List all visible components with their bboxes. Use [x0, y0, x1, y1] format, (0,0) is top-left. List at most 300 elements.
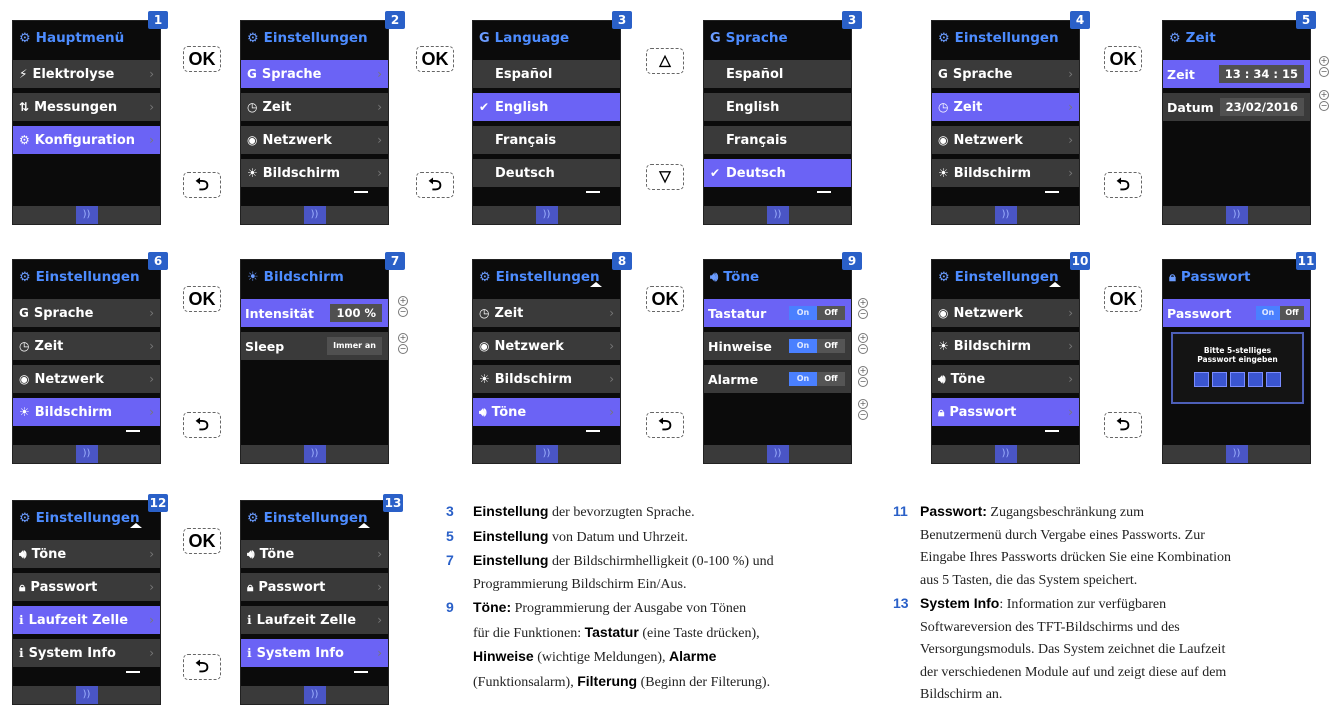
menu-label: Bildschirm: [953, 338, 1032, 354]
settings-icon: ⚙: [479, 269, 491, 285]
on-off-toggle[interactable]: [1256, 306, 1304, 320]
info-icon: ℹ: [19, 613, 24, 627]
lang-option-espanol[interactable]: [704, 60, 851, 88]
time-label: Zeit: [1167, 66, 1195, 82]
on-off-toggle[interactable]: [789, 372, 845, 386]
desc-text: Programmierung der Ausgabe von Tönen: [511, 601, 747, 616]
chevron-right-icon: ›: [1068, 100, 1073, 114]
brightness-icon: ☀: [938, 339, 949, 353]
title-text: Töne: [723, 269, 760, 285]
menu-item-bildschirm[interactable]: [932, 159, 1079, 187]
screen-title: [704, 260, 851, 294]
menu-label: Laufzeit Zelle: [256, 612, 357, 628]
screen-einstellungen: [931, 259, 1080, 464]
screen-title: [704, 21, 851, 55]
lang-option-english[interactable]: [704, 93, 851, 121]
sleep-row[interactable]: [241, 332, 388, 360]
step-badge: 3: [612, 11, 632, 29]
on-off-toggle[interactable]: [789, 339, 845, 353]
screen-title: [1163, 260, 1310, 294]
menu-item-bildschirm[interactable]: [13, 398, 160, 426]
screen-language: [472, 20, 621, 225]
digit-slot: [1248, 372, 1263, 387]
screen-sprache: [703, 20, 852, 225]
menu-item-bildschirm[interactable]: [932, 332, 1079, 360]
desc-text: (Beginn der Filterung).: [637, 674, 771, 690]
screen-bildschirm: [240, 259, 389, 464]
menu-label: Bildschirm: [34, 404, 113, 420]
chevron-right-icon: ›: [377, 646, 382, 660]
password-digit-slots: [1173, 372, 1302, 387]
network-icon: ◉: [938, 133, 949, 147]
row-label: Tastatur: [708, 305, 767, 321]
chevron-right-icon: ›: [609, 339, 614, 353]
clock-icon: ◷: [247, 100, 258, 114]
measurements-icon: ⇅: [19, 100, 30, 114]
desc-text: der Bildschirmhelligkeit (0-100 %) und: [548, 554, 774, 569]
menu-label: Netzwerk: [953, 132, 1023, 148]
plus-minus-icon: + −: [399, 333, 407, 353]
menu-label: System Info: [256, 645, 344, 661]
menu-item-netzwerk[interactable]: [473, 332, 620, 360]
status-bar: [13, 206, 160, 224]
settings-icon: ⚙: [247, 510, 259, 526]
clock-icon: ◷: [479, 306, 490, 320]
plus-minus-icon: + −: [859, 399, 867, 419]
scroll-up-indicator: [590, 282, 602, 287]
menu-item-netzwerk[interactable]: [932, 126, 1079, 154]
screen-title: [932, 21, 1079, 55]
chevron-right-icon: ›: [609, 306, 614, 320]
menu-item-sprache[interactable]: [13, 299, 160, 327]
screen-toene: [703, 259, 852, 464]
desc-number: 9: [446, 599, 454, 615]
menu-label: Bildschirm: [262, 165, 341, 181]
prompt-line-2: Passwort eingeben: [1197, 355, 1278, 364]
menu-item-system-info[interactable]: [241, 639, 388, 667]
step-badge: 4: [1070, 11, 1090, 29]
down-button[interactable]: ▽: [646, 164, 684, 190]
menu-label: Français: [726, 132, 788, 148]
scroll-down-indicator: [817, 191, 831, 193]
status-bar: [704, 206, 851, 224]
chevron-right-icon: ›: [1068, 133, 1073, 147]
screen-title: [13, 260, 160, 294]
menu-label: Töne: [31, 546, 67, 562]
chevron-right-icon: ›: [149, 613, 154, 627]
chevron-right-icon: ›: [1068, 166, 1073, 180]
menu-item-elektrolyse[interactable]: [13, 60, 160, 88]
desc-bold: Töne:: [473, 599, 512, 615]
desc-text: für die Funktionen:: [473, 625, 585, 641]
back-button[interactable]: ⮌: [416, 172, 454, 198]
time-row[interactable]: [1163, 60, 1310, 88]
language-icon: G: [19, 306, 29, 320]
speaker-icon: 🔊︎: [938, 371, 946, 386]
menu-label: Zeit: [494, 305, 524, 321]
wifi-icon: )): [767, 206, 789, 224]
wifi-icon: )): [995, 445, 1017, 463]
network-icon: ◉: [938, 306, 949, 320]
menu-item-messungen[interactable]: [13, 93, 160, 121]
info-icon: ℹ: [247, 613, 252, 627]
screen-hauptmenu: [12, 20, 161, 225]
menu-label: Deutsch: [726, 165, 786, 181]
toggle-on: On: [1256, 306, 1280, 320]
chevron-right-icon: ›: [1068, 67, 1073, 81]
lang-option-deutsch[interactable]: [704, 159, 851, 187]
menu-item-toene[interactable]: [241, 540, 388, 568]
desc-line: [446, 596, 866, 621]
menu-item-bildschirm[interactable]: [473, 365, 620, 393]
desc-number: 13: [893, 595, 909, 611]
menu-label: Deutsch: [495, 165, 555, 181]
title-text: Bildschirm: [263, 269, 344, 285]
desc-number: 11: [893, 503, 908, 519]
menu-item-passwort[interactable]: [241, 573, 388, 601]
title-text: Hauptmenü: [35, 30, 125, 46]
desc-number: 7: [446, 552, 454, 568]
plus-minus-icon: + −: [1320, 56, 1328, 76]
speaker-icon: 🔊︎: [479, 404, 487, 419]
settings-icon: ⚙: [1169, 30, 1181, 46]
step-badge: 6: [148, 252, 168, 270]
menu-item-bildschirm[interactable]: [241, 159, 388, 187]
title-text: Einstellungen: [263, 510, 368, 526]
chevron-right-icon: ›: [1068, 405, 1073, 419]
desc-number: 3: [446, 503, 454, 519]
menu-label: Zeit: [262, 99, 292, 115]
toggle-off: Off: [824, 374, 838, 383]
digit-slot: [1194, 372, 1209, 387]
settings-icon: ⚙: [247, 30, 259, 46]
desc-number: 5: [446, 527, 454, 544]
status-bar: [13, 686, 160, 704]
lang-option-francais[interactable]: [473, 126, 620, 154]
brightness-icon: ☀: [19, 405, 30, 419]
step-badge: 5: [1296, 11, 1316, 29]
menu-item-passwort[interactable]: [13, 573, 160, 601]
brightness-icon: ☀: [247, 269, 259, 285]
plus-minus-icon: + −: [1320, 90, 1328, 110]
chevron-right-icon: ›: [609, 372, 614, 386]
menu-item-netzwerk[interactable]: [241, 126, 388, 154]
chevron-right-icon: ›: [377, 100, 382, 114]
brightness-icon: ☀: [938, 166, 949, 180]
language-icon: G: [938, 67, 948, 81]
chevron-right-icon: ›: [149, 405, 154, 419]
desc-text: (Funktionsalarm),: [473, 674, 578, 690]
screen-einstellungen: [12, 259, 161, 464]
toggle-on: On: [789, 339, 817, 353]
menu-label: Netzwerk: [34, 371, 104, 387]
title-text: Einstellungen: [954, 30, 1059, 46]
desc-text: von Datum und Uhrzeit.: [548, 529, 689, 545]
step-badge: 8: [612, 252, 632, 270]
desc-bold: Einstellung: [473, 503, 549, 519]
digit-slot: [1212, 372, 1227, 387]
scroll-down-indicator: [126, 430, 140, 432]
menu-item-konfiguration[interactable]: [13, 126, 160, 154]
wifi-icon: )): [76, 445, 98, 463]
network-icon: ◉: [479, 339, 490, 353]
scroll-up-indicator: [130, 523, 142, 528]
wifi-icon: )): [304, 206, 326, 224]
step-badge: 10: [1071, 254, 1089, 268]
wifi-icon: )): [1226, 206, 1248, 224]
menu-item-passwort[interactable]: [932, 398, 1079, 426]
screen-title: [473, 21, 620, 55]
scroll-down-indicator: [354, 191, 368, 193]
screen-einstellungen: [12, 500, 161, 705]
menu-label: Messungen: [34, 99, 118, 115]
ok-button[interactable]: OK: [183, 528, 221, 554]
menu-label: Konfiguration: [34, 132, 136, 148]
menu-label: Töne: [259, 546, 295, 562]
menu-item-toene[interactable]: [932, 365, 1079, 393]
desc-line: [893, 592, 1323, 617]
date-label: Datum: [1167, 99, 1214, 115]
speaker-icon: 🔊︎: [710, 269, 719, 285]
ok-button[interactable]: OK: [1104, 286, 1142, 312]
status-bar: [241, 445, 388, 463]
menu-item-toene[interactable]: [13, 540, 160, 568]
title-text: Einstellungen: [263, 30, 368, 46]
wifi-icon: )): [536, 445, 558, 463]
title-text: Language: [494, 30, 570, 46]
chevron-right-icon: ›: [149, 339, 154, 353]
settings-icon: ⚙: [19, 269, 31, 285]
check-icon: ✔: [710, 166, 721, 180]
desc-line: Programmierung Bildschirm Ein/Aus.: [473, 576, 687, 592]
plus-minus-icon: + −: [859, 366, 867, 386]
row-label: Alarme: [708, 371, 759, 387]
chevron-right-icon: ›: [1068, 306, 1073, 320]
desc-line: Eingabe Ihres Passworts drücken Sie eine Kombination: [920, 550, 1232, 565]
plus-minus-icon: + −: [859, 298, 867, 318]
status-bar: [473, 445, 620, 463]
menu-label: Passwort: [258, 579, 326, 595]
chevron-right-icon: ›: [609, 405, 614, 419]
settings-icon: ⚙: [19, 133, 30, 147]
sleep-value[interactable]: Immer an: [327, 337, 382, 355]
brightness-icon: ☀: [247, 166, 258, 180]
step-badge: 2: [385, 11, 405, 29]
speaker-icon: 🔊︎: [247, 546, 255, 561]
digit-slot: [1266, 372, 1281, 387]
menu-item-netzwerk[interactable]: [13, 365, 160, 393]
screen-title: [13, 501, 160, 535]
digit-slot: [1230, 372, 1245, 387]
screen-einstellungen: [240, 500, 389, 705]
screen-title: [473, 260, 620, 294]
status-bar: [932, 206, 1079, 224]
lock-icon: 🔒︎: [247, 579, 254, 594]
chevron-right-icon: ›: [377, 133, 382, 147]
menu-label: Zeit: [34, 338, 64, 354]
desc-line: Softwareversion des TFT-Bildschirms und des: [920, 619, 1180, 635]
lock-icon: 🔒︎: [19, 579, 26, 594]
lang-option-espanol[interactable]: [473, 60, 620, 88]
scroll-up-indicator: [1049, 282, 1061, 287]
desc-text: Zugangsbeschränkung zum: [986, 505, 1144, 520]
tastatur-row[interactable]: [704, 299, 851, 327]
password-entry-dialog: [1171, 332, 1304, 404]
back-button[interactable]: ⮌: [1104, 172, 1142, 198]
screen-title: [241, 501, 388, 535]
screen-title: [1163, 21, 1310, 55]
desc-text: (wichtige Meldungen),: [533, 650, 669, 665]
desc-bold: Einstellung: [473, 527, 549, 544]
hinweise-row[interactable]: [704, 332, 851, 360]
menu-item-laufzeit-zelle[interactable]: [13, 606, 160, 634]
step-badge: 1: [148, 11, 168, 29]
status-bar: [932, 445, 1079, 463]
language-icon: G: [479, 30, 490, 46]
desc-line: [446, 525, 866, 550]
desc-line: [893, 500, 1323, 525]
time-value[interactable]: 13 : 34 : 15: [1219, 65, 1304, 83]
back-button[interactable]: ⮌: [646, 412, 684, 438]
chevron-right-icon: ›: [377, 67, 382, 81]
desc-bold: Alarme: [669, 648, 717, 664]
clock-icon: ◷: [19, 339, 30, 353]
menu-label: Bildschirm: [953, 165, 1032, 181]
menu-label: Español: [726, 66, 784, 82]
ok-button[interactable]: OK: [416, 46, 454, 72]
chevron-right-icon: ›: [377, 547, 382, 561]
toggle-off: Off: [824, 341, 838, 350]
info-icon: ℹ: [19, 646, 24, 660]
lock-icon: 🔒︎: [938, 404, 945, 419]
ok-button[interactable]: OK: [1104, 46, 1142, 72]
menu-item-zeit[interactable]: [13, 332, 160, 360]
screen-title: [241, 260, 388, 294]
intensity-value[interactable]: 100 %: [330, 304, 382, 322]
screen-einstellungen: [931, 20, 1080, 225]
alarme-row[interactable]: [704, 365, 851, 393]
brightness-icon: ☀: [479, 372, 490, 386]
lang-option-english[interactable]: [473, 93, 620, 121]
desc-line: aus 5 Tasten, die das System speichert.: [920, 572, 1138, 588]
toggle-on: On: [789, 372, 817, 386]
menu-label: Netzwerk: [262, 132, 332, 148]
screen-title: [932, 260, 1079, 294]
menu-item-sprache[interactable]: [241, 60, 388, 88]
menu-item-zeit[interactable]: [241, 93, 388, 121]
screen-einstellungen: [472, 259, 621, 464]
ok-button[interactable]: OK: [183, 46, 221, 72]
ok-button[interactable]: OK: [646, 286, 684, 312]
date-value[interactable]: 23/02/2016: [1220, 98, 1304, 116]
desc-text: (eine Taste drücken),: [638, 625, 760, 641]
network-icon: ◉: [247, 133, 258, 147]
screen-title: [13, 21, 160, 55]
scroll-down-indicator: [586, 430, 600, 432]
scroll-down-indicator: [1045, 191, 1059, 193]
intensity-row[interactable]: [241, 299, 388, 327]
wifi-icon: )): [76, 686, 98, 704]
status-bar: [241, 206, 388, 224]
menu-label: Töne: [491, 404, 527, 420]
check-icon: ✔: [479, 100, 490, 114]
status-bar: [704, 445, 851, 463]
desc-line: [446, 645, 866, 670]
row-label: Hinweise: [708, 338, 772, 354]
wifi-icon: )): [76, 206, 98, 224]
menu-label: English: [726, 99, 780, 115]
toggle-on: On: [789, 306, 817, 320]
back-button[interactable]: ⮌: [1104, 412, 1142, 438]
plus-minus-icon: + −: [399, 296, 407, 316]
scroll-down-indicator: [354, 671, 368, 673]
chevron-right-icon: ›: [377, 580, 382, 594]
desc-text: der bevorzugten Sprache.: [548, 505, 695, 520]
status-bar: [473, 206, 620, 224]
title-text: Zeit: [1185, 30, 1216, 46]
settings-icon: ⚙: [938, 269, 950, 285]
lang-option-francais[interactable]: [704, 126, 851, 154]
toggle-off: Off: [824, 308, 838, 317]
chevron-right-icon: ›: [149, 306, 154, 320]
screen-einstellungen: [240, 20, 389, 225]
desc-line: [446, 670, 866, 695]
desc-bold: Tastatur: [584, 623, 639, 640]
status-bar: [1163, 206, 1310, 224]
scroll-down-indicator: [586, 191, 600, 193]
chevron-right-icon: ›: [149, 67, 154, 81]
wifi-icon: )): [304, 445, 326, 463]
back-button[interactable]: ⮌: [183, 412, 221, 438]
menu-label: Netzwerk: [953, 305, 1023, 321]
status-bar: [1163, 445, 1310, 463]
title-text: Einstellungen: [954, 269, 1059, 285]
on-off-toggle[interactable]: [789, 306, 845, 320]
wifi-icon: )): [995, 206, 1017, 224]
lang-option-deutsch[interactable]: [473, 159, 620, 187]
menu-label: Sprache: [261, 66, 322, 82]
plus-minus-icon: + −: [859, 333, 867, 353]
menu-item-netzwerk[interactable]: [932, 299, 1079, 327]
language-icon: G: [710, 30, 721, 46]
menu-label: Netzwerk: [494, 338, 564, 354]
up-button[interactable]: △: [646, 48, 684, 74]
date-row[interactable]: [1163, 93, 1310, 121]
chevron-right-icon: ›: [377, 613, 382, 627]
menu-item-laufzeit-zelle[interactable]: [241, 606, 388, 634]
screen-zeit: [1162, 20, 1311, 225]
language-icon: G: [247, 67, 257, 81]
desc-bold: Hinweise: [473, 648, 534, 664]
settings-icon: ⚙: [938, 30, 950, 46]
password-row[interactable]: [1163, 299, 1310, 327]
menu-label: Français: [495, 132, 557, 148]
desc-text: : Information zur verfügbaren: [999, 597, 1167, 612]
prompt-line-1: Bitte 5-stelliges: [1203, 346, 1272, 355]
menu-label: Laufzeit Zelle: [28, 612, 129, 628]
menu-label: Passwort: [949, 404, 1017, 420]
settings-icon: ⚙: [19, 30, 31, 46]
menu-item-zeit[interactable]: [473, 299, 620, 327]
menu-item-zeit[interactable]: [932, 93, 1079, 121]
menu-item-sprache[interactable]: [932, 60, 1079, 88]
back-button[interactable]: ⮌: [183, 654, 221, 680]
back-button[interactable]: ⮌: [183, 172, 221, 198]
menu-item-toene[interactable]: [473, 398, 620, 426]
menu-item-system-info[interactable]: [13, 639, 160, 667]
ok-button[interactable]: OK: [183, 286, 221, 312]
chevron-right-icon: ›: [377, 166, 382, 180]
